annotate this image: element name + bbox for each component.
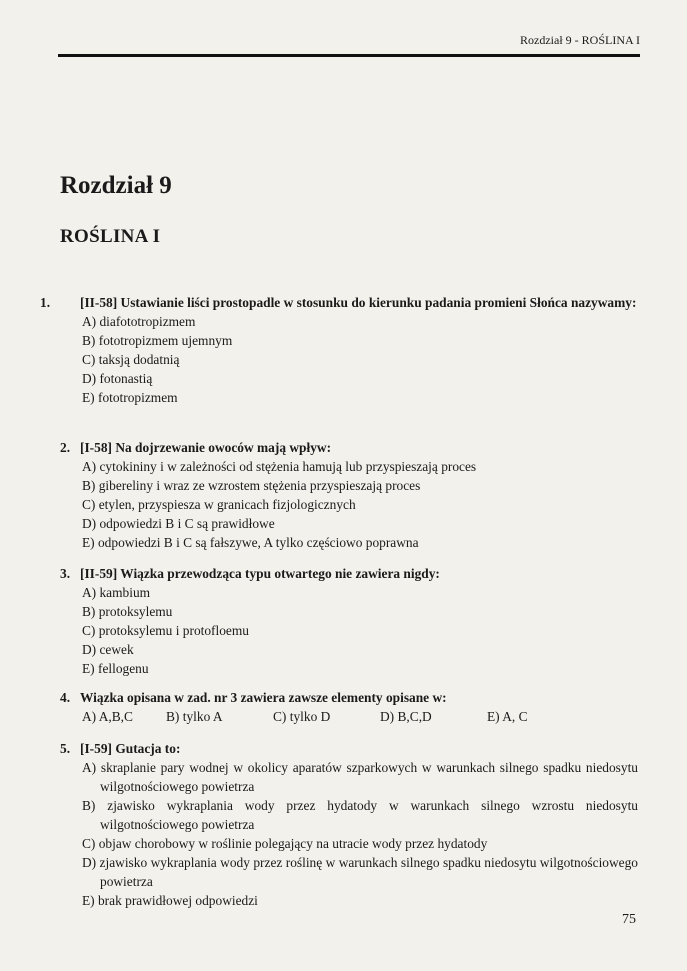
answer-option: B) tylko A bbox=[166, 709, 223, 724]
answer-option: B) gibereliny i wraz ze wzrostem stężenia przyspieszają proces bbox=[82, 478, 421, 493]
answer-option: C) objaw chorobowy w roślinie polegający na utracie wody przez hydatody bbox=[82, 836, 488, 851]
question-text: [I-58] Na dojrzewanie owoców mają wpływ: bbox=[80, 440, 332, 455]
question-2 bbox=[60, 438, 638, 552]
question-number: 3. bbox=[60, 566, 71, 581]
answer-option: E) A, C bbox=[487, 709, 528, 724]
question-2-stem bbox=[60, 438, 638, 457]
page-number: 75 bbox=[622, 912, 636, 927]
answer-option: C) taksją dodatnią bbox=[82, 352, 180, 367]
answer-option: E) odpowiedzi B i C są fałszywe, A tylko częściowo poprawna bbox=[82, 535, 419, 550]
answer-list bbox=[60, 583, 638, 678]
question-4-stem bbox=[60, 688, 638, 707]
answer-option: A) skraplanie pary wodnej w okolicy aparatów szparkowych w warunkach silnego spadku niedosytu wilgotnościowego powietrza bbox=[82, 760, 638, 794]
answer-option: A) kambium bbox=[82, 585, 151, 600]
answer-option: C) protoksylemu i protofloemu bbox=[82, 623, 249, 638]
answer-option: E) brak prawidłowej odpowiedzi bbox=[82, 893, 258, 908]
question-1 bbox=[40, 293, 638, 407]
chapter-title: Rozdział 9 bbox=[60, 172, 172, 199]
question-number: 2. bbox=[60, 440, 71, 455]
answer-option: C) etylen, przyspiesza w granicach fizjologicznych bbox=[82, 497, 356, 512]
answer-option: C) tylko D bbox=[273, 709, 331, 724]
question-3 bbox=[60, 564, 638, 678]
answer-row bbox=[60, 707, 638, 726]
question-5 bbox=[60, 739, 638, 910]
question-1-stem bbox=[40, 293, 638, 312]
question-text: [II-58] Ustawianie liści prostopadle w stosunku do kierunku padania promieni Słońca nazywamy: bbox=[80, 295, 637, 310]
header-rule bbox=[58, 54, 640, 57]
answer-option: A) diafototropizmem bbox=[82, 314, 196, 329]
answer-option: B) fototropizmem ujemnym bbox=[82, 333, 233, 348]
answer-option: E) fototropizmem bbox=[82, 390, 178, 405]
answer-option: D) B,C,D bbox=[380, 709, 432, 724]
answer-list bbox=[60, 457, 638, 552]
question-text: Wiązka opisana w zad. nr 3 zawiera zawsze elementy opisane w: bbox=[80, 690, 447, 705]
answer-option: D) odpowiedzi B i C są prawidłowe bbox=[82, 516, 275, 531]
chapter-subtitle: ROŚLINA I bbox=[60, 226, 161, 247]
question-text: [I-59] Gutacja to: bbox=[80, 741, 181, 756]
question-3-stem bbox=[60, 564, 638, 583]
question-4 bbox=[60, 688, 638, 726]
question-number: 1. bbox=[40, 295, 51, 310]
question-text: [II-59] Wiązka przewodząca typu otwartego nie zawiera nigdy: bbox=[80, 566, 440, 581]
answer-list bbox=[60, 758, 638, 910]
answer-list bbox=[60, 312, 638, 407]
answer-option: A) cytokininy i w zależności od stężenia hamują lub przyspieszają proces bbox=[82, 459, 477, 474]
question-5-stem bbox=[60, 739, 638, 758]
answer-option: B) protoksylemu bbox=[82, 604, 173, 619]
answer-option: D) fotonastią bbox=[82, 371, 153, 386]
question-number: 5. bbox=[60, 741, 71, 756]
answer-option: E) fellogenu bbox=[82, 661, 149, 676]
answer-option: A) A,B,C bbox=[82, 709, 133, 724]
running-head: Rozdział 9 - ROŚLINA I bbox=[520, 33, 640, 47]
answer-option: D) cewek bbox=[82, 642, 134, 657]
answer-option: B) zjawisko wykraplania wody przez hydatody w warunkach silnego wzrostu niedosytu wilgotnościowego powietrza bbox=[82, 798, 638, 832]
answer-option: D) zjawisko wykraplania wody przez roślinę w warunkach silnego spadku niedosytu wilgotnościowego powietrza bbox=[82, 855, 638, 889]
question-number: 4. bbox=[60, 690, 71, 705]
